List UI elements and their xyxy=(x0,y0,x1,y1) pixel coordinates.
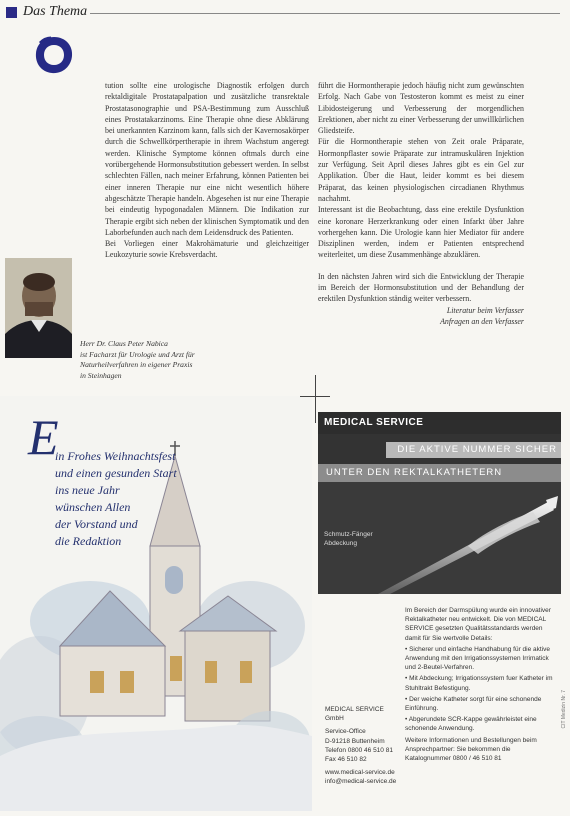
ad-body-text xyxy=(405,606,557,765)
ad-headline-2: UNTER DEN REKTALKATHETERN xyxy=(318,464,561,482)
list-item: • Mit Abdeckung; Irrigationssystem fuer Katheter im Stuhltrakt Befestigung. xyxy=(405,675,553,692)
christmas-greeting: in Frohes Weihnachtsfest und einen gesunden Start ins neue Jahr wünschen Allen der Vorstand und die Redaktion xyxy=(55,449,177,548)
signature-line: Anfragen an den Verfasser xyxy=(440,316,524,326)
header-square-icon xyxy=(6,7,17,18)
ad-feature-labels: Schmutz-Fänger Abdeckung xyxy=(324,531,373,547)
ad-address-block: MEDICAL SERVICE GmbH Service-Office D-91218 Buttenheim Telefon 0800 46 510 81 Fax 46 510 82 www.medical-service.de info@medical-service.de xyxy=(325,706,397,786)
paragraph: führt die Hormontherapie jedoch häufig nicht zum gewünschten Erfolg. Nach Gabe von Testosteron kommt es meist zu einer Libidosteigerung und Verbesserung der morgendlichen Erektionen, aber nicht zu einer Verbesserung der unwillkürlichen Gliedsteife. xyxy=(318,81,524,136)
ad-headline-1: DIE AKTIVE NUMMER SICHER xyxy=(386,442,561,458)
paragraph: In den nächsten Jahren wird sich die Entwicklung der Therapie im Bereich der Hormonsubstitution und der Behandlung der erektilen Dysfunktion ständig weiter verbessern. xyxy=(318,271,524,304)
paragraph: Für die Hormontherapie stehen von Zeit orale Präparate, Hormonpflaster sowie Präparate zur intramuskulären Injektion zur Verfügung. Seit April dieses Jahres gibt es ein Gel zur Applikation. Über die Haut, leider kommt es bei diesem Präparat, das keinen physiologischen circadianen Rhythmus nachahmt. xyxy=(318,137,524,203)
page-header xyxy=(6,4,87,20)
signature-line: Literatur beim Verfasser xyxy=(446,305,524,315)
crop-mark xyxy=(300,396,330,397)
paragraph: tution sollte eine urologische Diagnostik erfolgen durch rektaldigitale Prostatapalpation und zusätzliche transrektale Prostatasonographie und PSA-Bestimmung zum Ausschluß eines Prostatakarzinoms. Eine Therapie ohne diese Abklärung bei unerkannten Karzinom kann, falls sich der Kavernosakörper durch die Schwellkörpertherapie in ihrem Wachstum angeregt werden. Klinische Symptome können oftmals durch eine vorübergehende Hormonsubstitution gebessert werden. In selbst schlechten Fällen, nach meiner Erfahrung, können Patienten bei einer inneren Therapie nur eine nicht wesentlich höhere abgeschätzte Therapie handeln. Abgesehen ist nur eine Therapie bei eindeutig hypogonadalen Männern. Die Indikation zur Therapie ergibt sich neben der klinischen Symptomatik und den Laborbefunden auch nach dem Leidensdruck des Patienten. xyxy=(105,81,309,237)
ad-brand-logo: MEDICAL SERVICE xyxy=(324,417,424,428)
author-photo xyxy=(5,258,72,358)
author-caption: Herr Dr. Claus Peter Nabica ist Facharzt für Urologie und Arzt für Naturheilverfahren in eigener Praxis in Steinhagen xyxy=(80,339,195,380)
medical-service-advertisement xyxy=(318,412,561,594)
paragraph: Interessant ist die Beobachtung, dass eine erektile Dysfunktion eine koronare Herzerkrankung oder einen Infarkt über Jahre vorhergehen kann. Die Urologie kann hier Mediator für andere Disziplinen werden, indem er Patienten entsprechend weiterleitet, um diese Zusammenhänge abzuklären. xyxy=(318,205,524,260)
list-item: • Abgerundete SCR-Kappe gewährleistet eine schonende Anwendung. xyxy=(405,716,537,733)
side-margin-text: CIT Medizin Nr. 7 xyxy=(561,690,567,729)
paragraph: Weitere Informationen und Bestellungen beim Ansprechpartner: Sie bekommen die Katalognummer 0800 / 46 510 81 xyxy=(405,736,537,763)
paragraph: Bei Vorliegen einer Makrohämaturie und gleichzeitiger Leukozyturie sowie Krebsverdacht. xyxy=(105,239,309,260)
crop-mark xyxy=(315,375,316,423)
greeting-dropcap: E xyxy=(28,409,59,465)
list-item: • Sicherer und einfache Handhabung für die aktive Anwendung mit den Irrigationssystemen Irrimatick und 2-Beutel-Verfahren. xyxy=(405,645,551,672)
list-item: • Der weiche Katheter sorgt für eine schonende Einführung. xyxy=(405,695,542,713)
paragraph: Im Bereich der Darmspülung wurde ein innovativer Rektalkatheter neu entwickelt. Die von MEDICAL SERVICE gesetzten Qualitätsstandards werden damit für Sie wertvolle Details: xyxy=(405,607,551,642)
article-column-2 xyxy=(318,80,524,327)
article-column-1 xyxy=(105,80,309,261)
section-title: Das Thema xyxy=(23,4,88,19)
header-rule xyxy=(90,13,560,14)
brush-circle-logo-icon xyxy=(33,34,75,76)
